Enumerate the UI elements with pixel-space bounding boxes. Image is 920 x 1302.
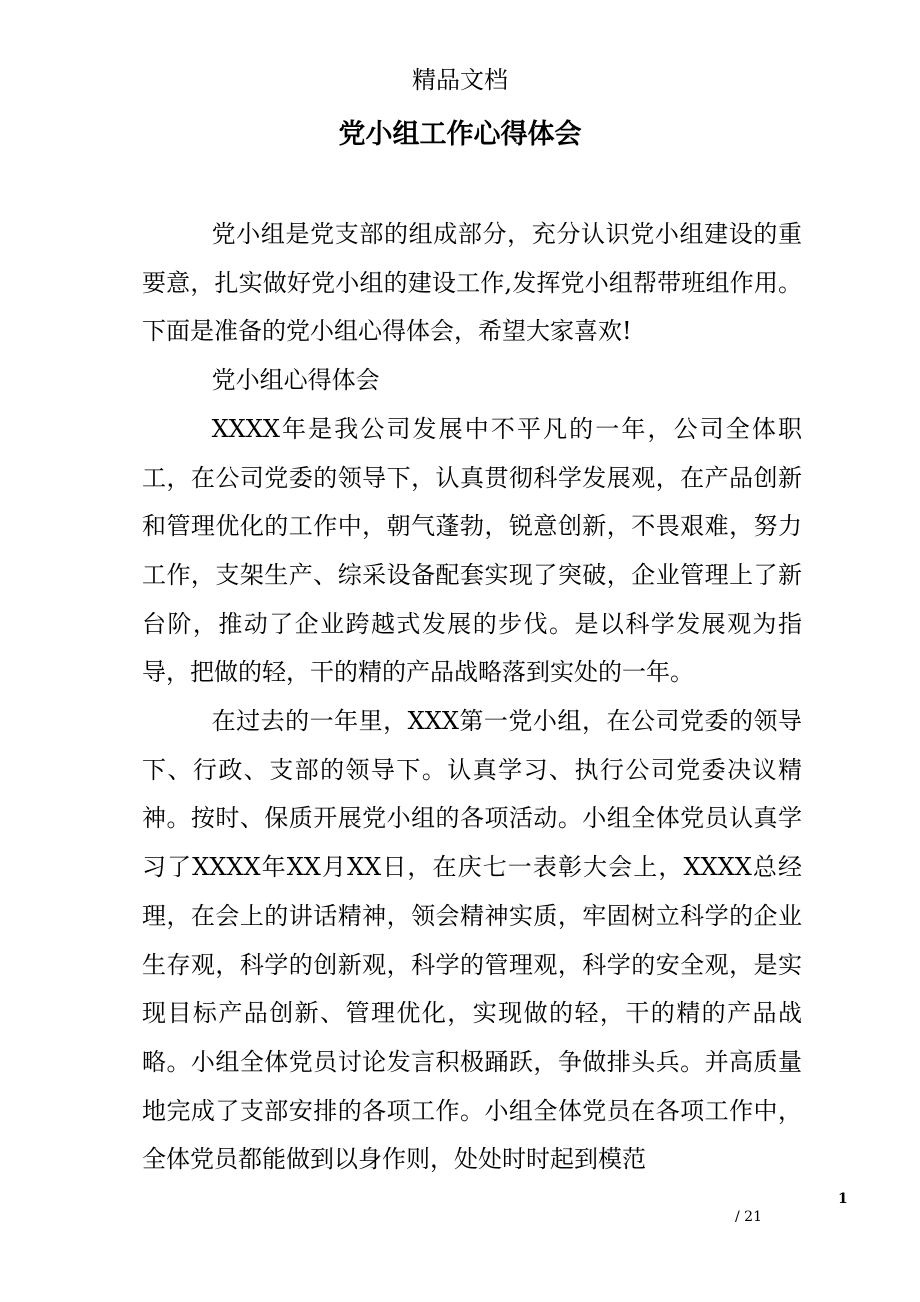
document-header-label: 精品文档: [412, 66, 508, 94]
paragraph-group-work: 在过去的一年里，XXX第一党小组，在公司党委的领导下、行政、支部的领导下。认真学习、执行公司党委决议精神。按时、保质开展党小组的各项活动。小组全体党员认真学习了XXXX年XX月XX日，在庆七一表彰大会上，XXXX总经理，在会上的讲话精神，领会精神实质，牢固树立科学的企业生存观，科学的创新观，科学的管理观，科学的安全观，是实现目标产品创新、管理优化，实现做的轻，干的精的产品战略。小组全体党员讨论发言积极踊跃，争做排头兵。并高质量地完成了支部安排的各项工作。小组全体党员在各项工作中，全体党员都能做到以身作则，处处时时起到模范: [142, 707, 802, 1174]
paragraph-year-summary: XXXX年是我公司发展中不平凡的一年，公司全体职工，在公司党委的领导下，认真贯彻科学发展观，在产品创新和管理优化的工作中，朝气蓬勃，锐意创新，不畏艰难，努力工作，支架生产、综采设备配套实现了突破，企业管理上了新台阶，推动了企业跨越式发展的步伐。是以科学发展观为指导，把做的轻，干的精的产品战略落到实处的一年。: [142, 414, 802, 687]
page-number: 1: [838, 1191, 848, 1207]
paragraph-subheading: 党小组心得体会: [211, 366, 380, 395]
paragraph-intro: 党小组是党支部的组成部分，充分认识党小组建设的重要意，扎实做好党小组的建设工作,发挥党小组帮带班组作用。下面是准备的党小组心得体会，希望大家喜欢!: [142, 220, 802, 346]
page-total: / 21: [735, 1209, 762, 1225]
document-title: 党小组工作心得体会: [338, 119, 582, 150]
document-body: [142, 210, 802, 1184]
